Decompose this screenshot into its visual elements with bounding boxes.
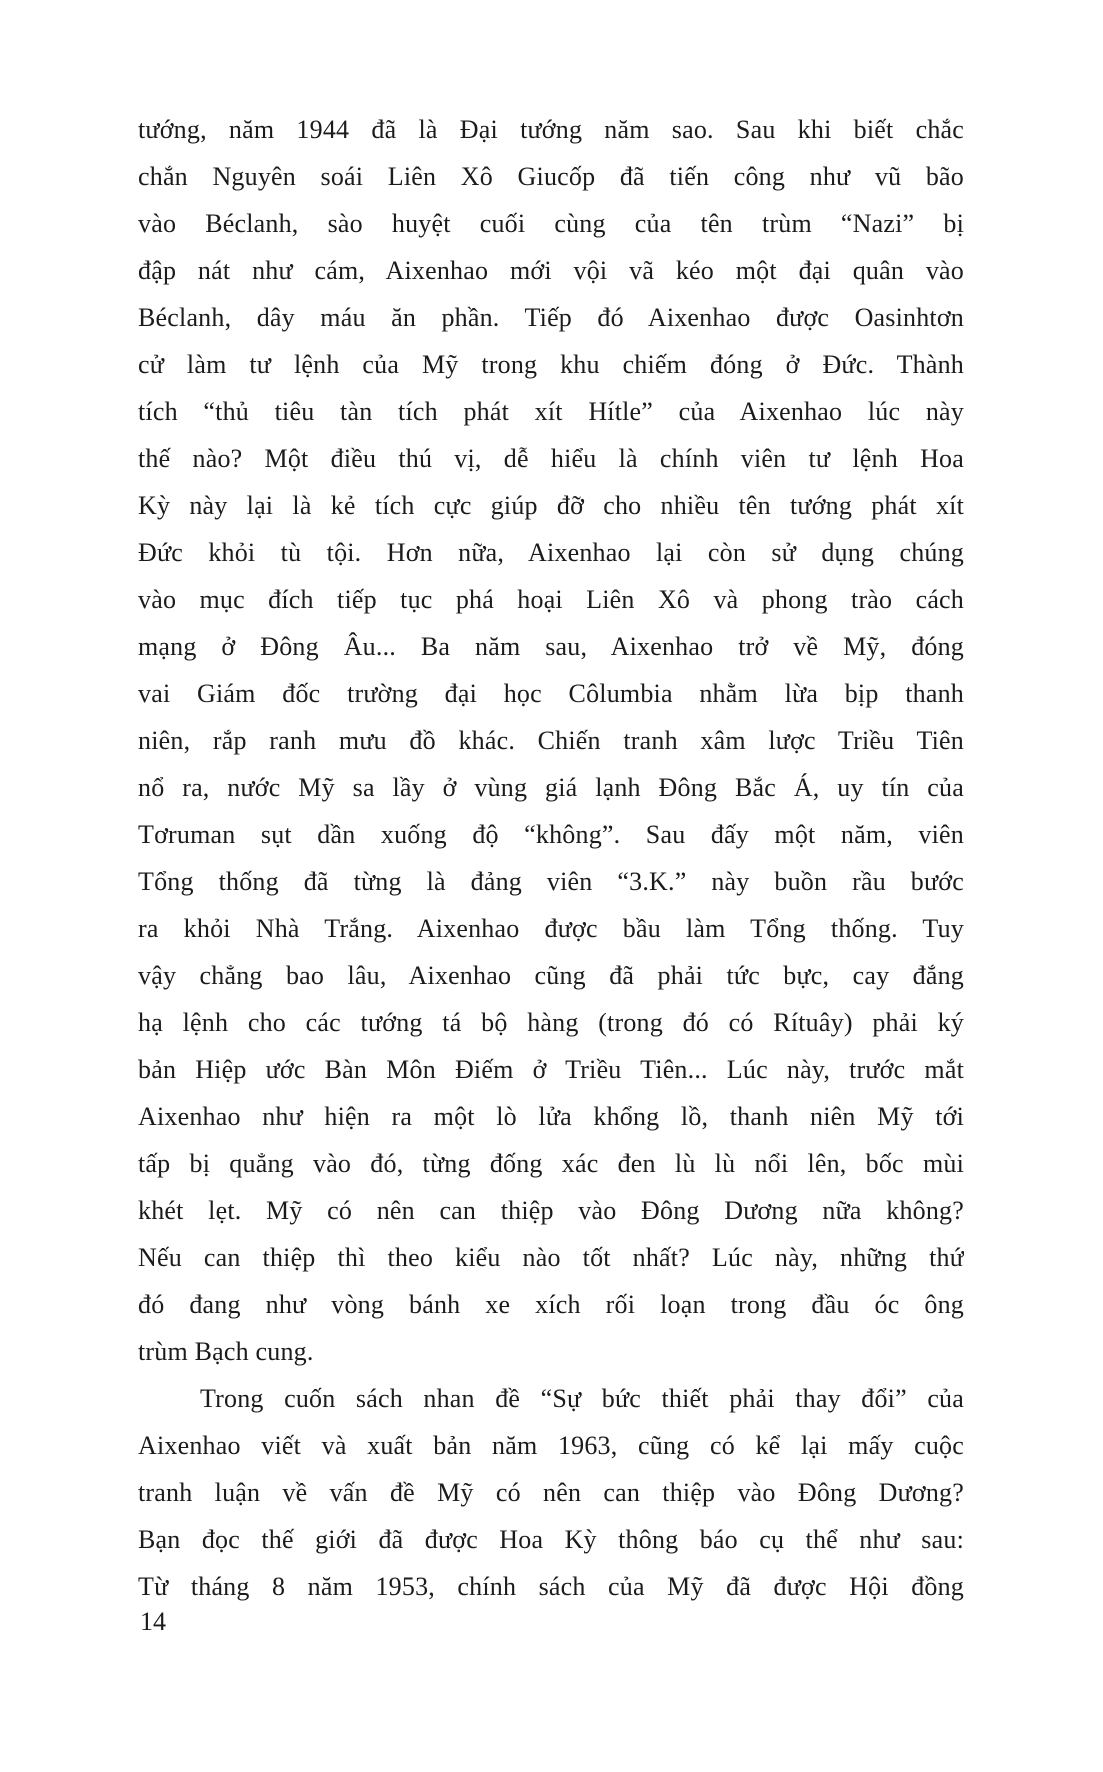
body-text-line: nổ ra, nước Mỹ sa lầy ở vùng giá lạnh Đông Bắc Á, uy tín của <box>138 773 964 802</box>
body-text-line: Tổng thống đã từng là đảng viên “3.K.” này buồn rầu bước <box>138 867 964 896</box>
body-text-line: Nếu can thiệp thì theo kiểu nào tốt nhất? Lúc này, những thứ <box>138 1243 964 1272</box>
body-text-line: tích “thủ tiêu tàn tích phát xít Hítle” của Aixenhao lúc này <box>138 397 964 426</box>
paragraph <box>138 106 964 1375</box>
body-text-line: Bạn đọc thế giới đã được Hoa Kỳ thông báo cụ thể như sau: <box>138 1525 964 1554</box>
body-text-line: Béclanh, dây máu ăn phần. Tiếp đó Aixenhao được Oasinhtơn <box>138 303 964 332</box>
body-text-line: hạ lệnh cho các tướng tá bộ hàng (trong đó có Rítuây) phải ký <box>138 1008 964 1037</box>
body-text-line: vào mục đích tiếp tục phá hoại Liên Xô và phong trào cách <box>138 585 964 614</box>
body-text-line: tướng, năm 1944 đã là Đại tướng năm sao. Sau khi biết chắc <box>138 115 964 144</box>
body-text-line: Aixenhao viết và xuất bản năm 1963, cũng có kể lại mấy cuộc <box>138 1431 964 1460</box>
body-text-line: khét lẹt. Mỹ có nên can thiệp vào Đông Dương nữa không? <box>138 1196 964 1225</box>
body-text-line: mạng ở Đông Âu... Ba năm sau, Aixenhao trở về Mỹ, đóng <box>138 632 964 661</box>
body-text-line: vai Giám đốc trường đại học Côlumbia nhằm lừa bịp thanh <box>138 679 964 708</box>
body-text-line: vậy chẳng bao lâu, Aixenhao cũng đã phải tức bực, cay đắng <box>138 961 964 990</box>
body-text-line: cử làm tư lệnh của Mỹ trong khu chiếm đóng ở Đức. Thành <box>138 350 964 379</box>
body-text-line: Trong cuốn sách nhan đề “Sự bức thiết phải thay đổi” của <box>200 1384 964 1413</box>
body-text-line: Aixenhao như hiện ra một lò lửa khổng lồ, thanh niên Mỹ tới <box>138 1102 964 1131</box>
body-text-line: đó đang như vòng bánh xe xích rối loạn trong đầu óc ông <box>138 1290 964 1319</box>
body-text-line: tranh luận về vấn đề Mỹ có nên can thiệp vào Đông Dương? <box>138 1478 964 1507</box>
body-text-line: bản Hiệp ước Bàn Môn Điếm ở Triều Tiên... Lúc này, trước mắt <box>138 1055 964 1084</box>
body-text-line: tấp bị quẳng vào đó, từng đống xác đen lù lù nổi lên, bốc mùi <box>138 1149 964 1178</box>
body-text-line: Đức khỏi tù tội. Hơn nữa, Aixenhao lại còn sử dụng chúng <box>138 538 964 567</box>
paragraph <box>138 1375 964 1610</box>
body-text-line: Từ tháng 8 năm 1953, chính sách của Mỹ đã được Hội đồng <box>138 1572 964 1601</box>
body-text-line: Kỳ này lại là kẻ tích cực giúp đỡ cho nhiều tên tướng phát xít <box>138 491 964 520</box>
body-text-line: thế nào? Một điều thú vị, dễ hiểu là chính viên tư lệnh Hoa <box>138 444 964 473</box>
body-text-line: chắn Nguyên soái Liên Xô Giucốp đã tiến công như vũ bão <box>138 162 964 191</box>
body-text-line: niên, rắp ranh mưu đồ khác. Chiến tranh xâm lược Triều Tiên <box>138 726 964 755</box>
body-text-line: Tơruman sụt dần xuống độ “không”. Sau đấy một năm, viên <box>138 820 964 849</box>
body-text-line: đập nát như cám, Aixenhao mới vội vã kéo một đại quân vào <box>138 256 964 285</box>
body-text-line: ra khỏi Nhà Trắng. Aixenhao được bầu làm Tổng thống. Tuy <box>138 914 964 943</box>
page-number: 14 <box>140 1607 166 1636</box>
body-text-line: trùm Bạch cung. <box>138 1337 314 1366</box>
body-text-block <box>138 106 964 1610</box>
body-text-line: vào Béclanh, sào huyệt cuối cùng của tên trùm “Nazi” bị <box>138 209 964 238</box>
